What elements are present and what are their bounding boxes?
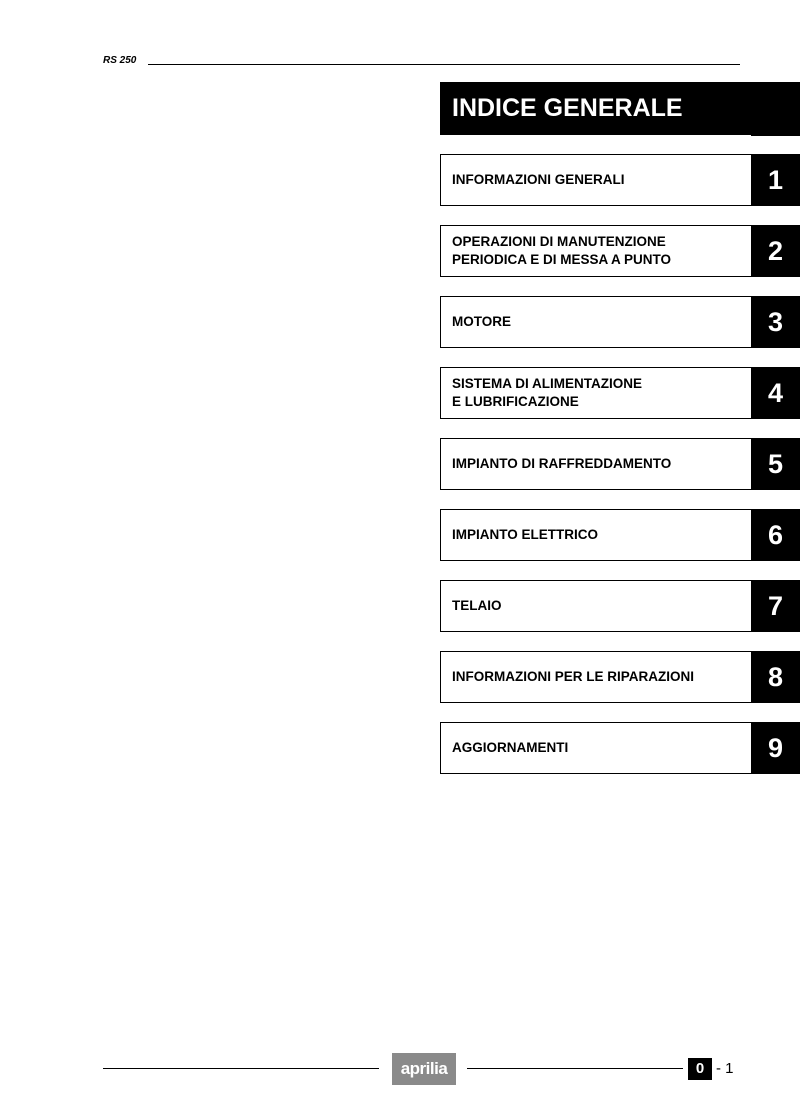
toc-entry-number: 7 xyxy=(751,580,800,632)
toc-entry-3[interactable] xyxy=(440,296,800,348)
toc-entry-number: 3 xyxy=(751,296,800,348)
toc-entry-8[interactable] xyxy=(440,651,800,703)
toc-entry-6[interactable] xyxy=(440,509,800,561)
aprilia-logo: aprilia xyxy=(392,1053,456,1085)
toc-entry-number: 4 xyxy=(751,367,800,419)
toc-entry-number: 1 xyxy=(751,154,800,206)
toc-entry-label: TELAIO xyxy=(440,580,751,632)
toc-title-rule xyxy=(751,135,800,136)
header-model-label: RS 250 xyxy=(103,55,137,66)
toc-entry-number: 2 xyxy=(751,225,800,277)
toc-entry-label: AGGIORNAMENTI xyxy=(440,722,751,774)
toc-entry-2[interactable] xyxy=(440,225,800,277)
toc-entry-7[interactable] xyxy=(440,580,800,632)
header-rule xyxy=(148,64,740,65)
toc-entry-label: INFORMAZIONI PER LE RIPARAZIONI xyxy=(440,651,751,703)
toc-entry-1[interactable] xyxy=(440,154,800,206)
toc-entry-label: IMPIANTO DI RAFFREDDAMENTO xyxy=(440,438,751,490)
page-number: - 1 xyxy=(716,1060,734,1077)
toc-entry-label: OPERAZIONI DI MANUTENZIONE PERIODICA E DI MESSA A PUNTO xyxy=(440,225,751,277)
toc-entry-number: 9 xyxy=(751,722,800,774)
page-section-badge: 0 xyxy=(688,1058,712,1080)
footer-rule-right xyxy=(467,1068,683,1069)
toc-entry-4[interactable] xyxy=(440,367,800,419)
toc-entry-label: IMPIANTO ELETTRICO xyxy=(440,509,751,561)
toc-entry-label: INFORMAZIONI GENERALI xyxy=(440,154,751,206)
toc-entry-number: 6 xyxy=(751,509,800,561)
toc-entry-9[interactable] xyxy=(440,722,800,774)
footer-rule-left xyxy=(103,1068,379,1069)
toc-entry-number: 8 xyxy=(751,651,800,703)
toc-entry-label: MOTORE xyxy=(440,296,751,348)
toc-entry-5[interactable] xyxy=(440,438,800,490)
toc-entry-label: SISTEMA DI ALIMENTAZIONE E LUBRIFICAZIONE xyxy=(440,367,751,419)
toc-title: INDICE GENERALE xyxy=(440,82,800,135)
toc-entry-number: 5 xyxy=(751,438,800,490)
